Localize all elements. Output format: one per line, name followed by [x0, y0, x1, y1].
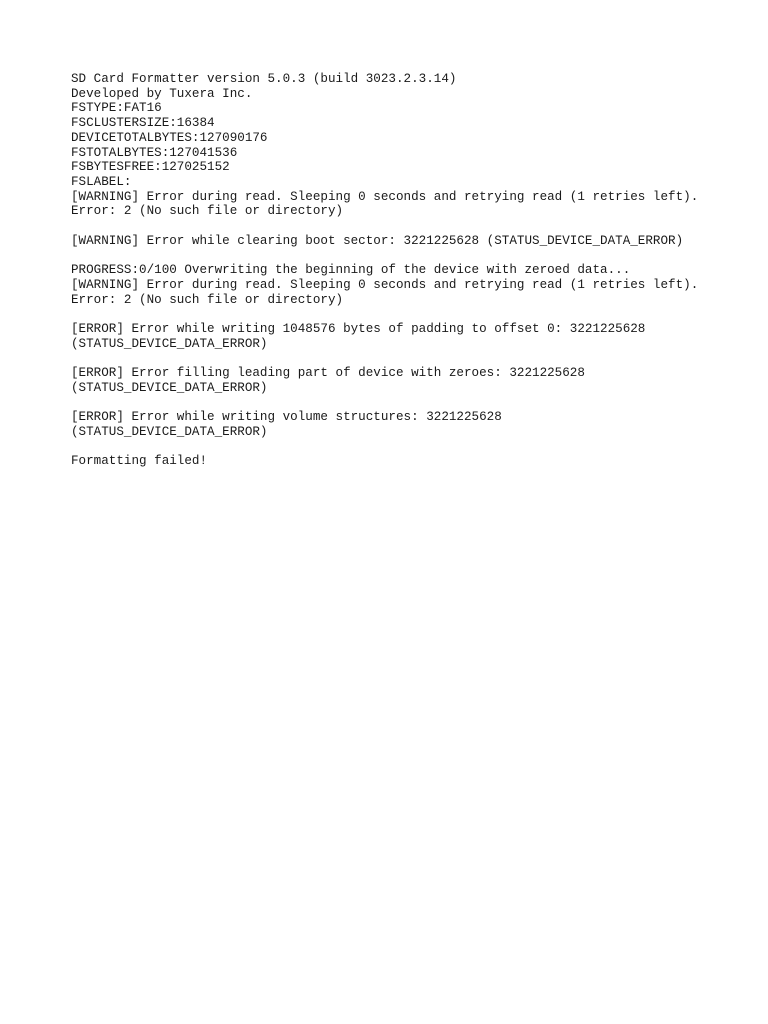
- error-padding-status-line: (STATUS_DEVICE_DATA_ERROR): [71, 336, 268, 351]
- devicetotalbytes-line: DEVICETOTALBYTES:127090176: [71, 130, 268, 145]
- developer-line: Developed by Tuxera Inc.: [71, 86, 253, 101]
- fsclustersize-line: FSCLUSTERSIZE:16384: [71, 116, 215, 131]
- result-line: Formatting failed!: [71, 454, 208, 469]
- warning-read-detail-line: Error: 2 (No such file or directory): [71, 292, 344, 307]
- fsbytesfree-line: FSBYTESFREE:127025152: [71, 160, 230, 175]
- error-volume-status-line: (STATUS_DEVICE_DATA_ERROR): [71, 424, 268, 439]
- warning-read-line: [WARNING] Error during read. Sleeping 0 seconds and retrying read (1 retries left).: [71, 189, 699, 204]
- error-volume-line: [ERROR] Error while writing volume structures: 3221225628: [71, 410, 502, 425]
- blank-line: [71, 248, 751, 263]
- warning-read-detail-line: Error: 2 (No such file or directory): [71, 204, 344, 219]
- error-zeroes-line: [ERROR] Error filling leading part of device with zeroes: 3221225628: [71, 366, 585, 380]
- blank-line: [71, 307, 751, 322]
- blank-line: [71, 395, 751, 410]
- warning-boot-line: [WARNING] Error while clearing boot sector: 3221225628 (STATUS_DEVICE_DATA_ERROR): [71, 233, 684, 248]
- format-log: [71, 72, 751, 469]
- error-padding-line: [ERROR] Error while writing 1048576 bytes of padding to offset 0: 3221225628: [71, 321, 646, 336]
- blank-line: [71, 351, 751, 366]
- fstotalbytes-line: FSTOTALBYTES:127041536: [71, 145, 238, 160]
- fslabel-line: FSLABEL:: [71, 174, 132, 189]
- version-line: SD Card Formatter version 5.0.3 (build 3023.2.3.14): [71, 72, 457, 86]
- warning-read-line: [WARNING] Error during read. Sleeping 0 seconds and retrying read (1 retries left).: [71, 277, 699, 292]
- error-zeroes-status-line: (STATUS_DEVICE_DATA_ERROR): [71, 380, 268, 395]
- blank-line: [71, 219, 751, 234]
- fstype-line: FSTYPE:FAT16: [71, 101, 162, 116]
- blank-line: [71, 440, 751, 455]
- progress-line: PROGRESS:0/100 Overwriting the beginning of the device with zeroed data...: [71, 263, 631, 278]
